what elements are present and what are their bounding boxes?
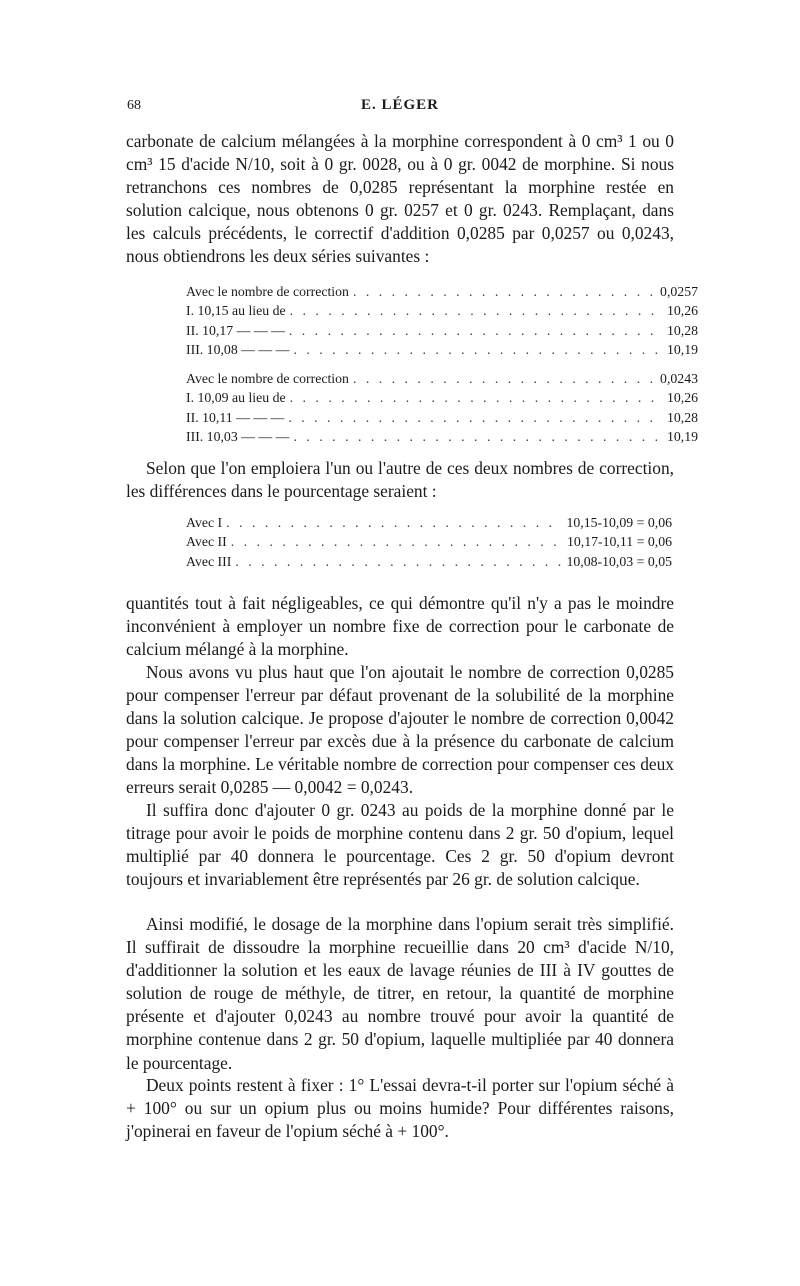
dot-leader <box>289 321 663 340</box>
table-header-row <box>186 282 698 301</box>
dot-leader <box>226 513 562 532</box>
table-value: 0,0243 <box>660 371 698 386</box>
table-row <box>186 427 698 446</box>
page-number: 68 <box>127 98 141 113</box>
table-row <box>186 301 698 320</box>
table-row <box>186 388 698 407</box>
table-label: Avec II <box>186 534 227 550</box>
dot-leader <box>235 552 562 571</box>
page-header <box>0 98 800 122</box>
paragraph-6: Ainsi modifié, le dosage de la morphine dans l'opium serait très simplifié. Il suffirait de dissoudre la morphine recueillie dans 20 cm³ d'acide N/10, d'additionner la solution et les eaux de lavage réunies de III à IV gouttes de solution de rouge de méthyle, de titrer, en retour, la quantité de morphine présente et d'ajouter 0,0243 au nombre trouvé pour avoir la quantité de morphine contenue dans 2 gr. 50 d'opium, laquelle multipliée par 40 donnera le pourcentage. <box>126 914 674 1073</box>
table-value: 10,28 <box>666 322 698 338</box>
dot-leader <box>288 408 663 427</box>
table-label: Avec III <box>186 553 232 569</box>
table-value: 10,08-10,03 = 0,05 <box>566 553 672 569</box>
dot-leader <box>293 340 662 359</box>
correction-table-1 <box>186 282 698 359</box>
table-value: 10,28 <box>666 409 698 425</box>
table-row <box>186 513 672 532</box>
table-value: 10,26 <box>666 390 698 406</box>
paragraph-5: Il suffira donc d'ajouter 0 gr. 0243 au poids de la morphine donné par le titrage pour avoir le poids de morphine contenu dans 2 gr. 50 d'opium, lequel multiplié par 40 donnera le pourcentage. Ces 2 gr. 50 d'opium devront toujours et invariablement être représentés par 26 gr. de solution calcique. <box>126 800 674 890</box>
table-label: Avec le nombre de correction <box>186 371 349 386</box>
dot-leader <box>290 301 663 320</box>
paragraph-7: Deux points restent à fixer : 1° L'essai devra-t-il porter sur l'opium séché à + 100° ou sur un opium plus ou moins humide? Pour différentes raisons, j'opinerai en faveur de l'opium séché à + 100°. <box>126 1075 674 1142</box>
paragraph-3: quantités tout à fait négligeables, ce qui démontre qu'il n'y a pas le moindre inconvénient à employer un nombre fixe de correction pour le carbonate de calcium mélangé à la morphine. <box>126 593 674 660</box>
difference-table <box>186 513 672 571</box>
paragraph-2: Selon que l'on emploiera l'un ou l'autre de ces deux nombres de correction, les différences dans le pourcentage seraient : <box>126 458 674 502</box>
table-label: III. 10,08 — — — <box>186 341 290 357</box>
table-label: II. 10,11 — — — <box>186 409 285 425</box>
table-label: III. 10,03 — — — <box>186 428 290 444</box>
table-row <box>186 321 698 340</box>
dot-leader <box>353 369 656 388</box>
paragraph-1: carbonate de calcium mélangées à la morphine correspondent à 0 cm³ 1 ou 0 cm³ 15 d'acide N/10, soit à 0 gr. 0028, ou à 0 gr. 0042 de morphine. Si nous retranchons ces nombres de 0,0285 représentant la morphine restée en solution calcique, nous obtenons 0 gr. 0257 et 0 gr. 0243. Remplaçant, dans les calculs précédents, le correctif d'addition 0,0285 par 0,0257 ou 0,0243, nous obtiendrons les deux séries suivantes : <box>126 131 674 267</box>
table-row <box>186 532 672 551</box>
table-value: 10,15-10,09 = 0,06 <box>566 515 672 530</box>
table-label: Avec le nombre de correction <box>186 284 349 299</box>
running-title: E. LÉGER <box>360 97 440 113</box>
table-row <box>186 340 698 359</box>
table-label: I. 10,09 au lieu de <box>186 390 286 406</box>
correction-table-2 <box>186 369 698 446</box>
paragraph-4: Nous avons vu plus haut que l'on ajoutait le nombre de correction 0,0285 pour compenser l'erreur par défaut provenant de la solubilité de la morphine dans la solution calcique. Je propose d'ajouter le nombre de correction 0,0042 pour compenser l'erreur par excès due à la présence du carbonate de calcium dans la morphine. Le véritable nombre de correction pour compenser ces deux erreurs serait 0,0285 — 0,0042 = 0,0243. <box>126 662 674 798</box>
table-header-row <box>186 369 698 388</box>
table-value: 10,19 <box>666 428 698 444</box>
dot-leader <box>353 282 656 301</box>
table-value: 0,0257 <box>660 284 698 299</box>
dot-leader <box>290 388 663 407</box>
table-row <box>186 552 672 571</box>
table-row <box>186 408 698 427</box>
table-label: Avec I <box>186 515 223 530</box>
table-value: 10,26 <box>666 303 698 319</box>
dot-leader <box>231 532 563 551</box>
table-label: I. 10,15 au lieu de <box>186 303 286 319</box>
table-value: 10,19 <box>666 341 698 357</box>
table-label: II. 10,17 — — — <box>186 322 285 338</box>
dot-leader <box>293 427 662 446</box>
table-value: 10,17-10,11 = 0,06 <box>567 534 672 550</box>
